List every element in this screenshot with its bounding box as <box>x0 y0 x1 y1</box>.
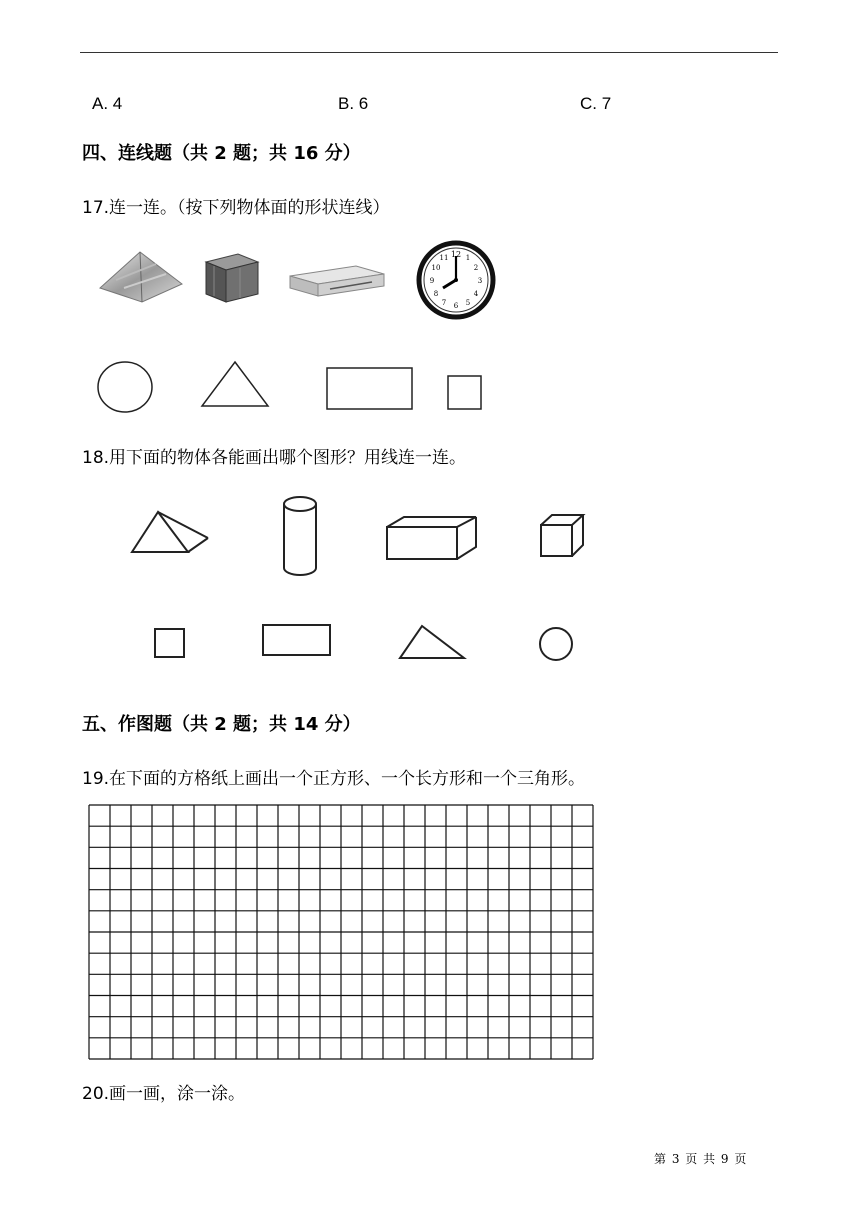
clock-number-3: 3 <box>477 277 483 285</box>
q18-triangle <box>396 622 468 662</box>
clock-object-image <box>416 240 496 320</box>
clock-number-8: 8 <box>433 290 439 298</box>
clock-number-10: 10 <box>431 264 441 272</box>
clock-number-6: 6 <box>453 302 459 310</box>
clock-number-7: 7 <box>441 299 447 307</box>
cube-box-object-image <box>200 248 264 306</box>
clock-number-9: 9 <box>429 277 435 285</box>
shape-rectangle <box>325 366 415 412</box>
option-a: A. 4 <box>92 94 123 113</box>
cube-drawing <box>538 512 588 560</box>
grid-paper[interactable] <box>88 804 594 1060</box>
clock-number-2: 2 <box>473 264 479 272</box>
triangular-prism-drawing <box>128 506 214 558</box>
triangular-prism-object-image <box>96 244 186 304</box>
clock-number-4: 4 <box>473 290 479 298</box>
question-17: 17.连一连。（按下列物体面的形状连线） <box>82 198 390 218</box>
clock-number-1: 1 <box>465 254 471 262</box>
question-19: 19.在下面的方格纸上画出一个正方形、一个长方形和一个三角形。 <box>82 769 586 789</box>
clock-number-5: 5 <box>465 299 471 307</box>
question-20: 20.画一画，涂一涂。 <box>82 1084 246 1104</box>
shape-square <box>446 374 484 412</box>
q18-circle <box>536 624 576 664</box>
q18-square <box>152 626 188 660</box>
q18-rectangle <box>260 622 334 658</box>
option-c: C. 7 <box>580 94 612 113</box>
header-rule <box>80 52 778 53</box>
clock-number-12: 12 <box>450 250 462 259</box>
shape-circle <box>94 360 156 416</box>
dvd-player-object-image <box>286 262 388 300</box>
page-number: 第 3 页 共 9 页 <box>654 1152 748 1166</box>
cuboid-drawing <box>384 514 484 562</box>
question-18: 18.用下面的物体各能画出哪个图形？用线连一连。 <box>82 448 467 468</box>
option-b: B. 6 <box>338 94 369 113</box>
section-5-title: 五、作图题（共 2 题；共 14 分） <box>82 714 361 735</box>
shape-triangle <box>198 358 272 410</box>
section-4-title: 四、连线题（共 2 题；共 16 分） <box>82 143 361 164</box>
cylinder-drawing <box>280 494 322 582</box>
clock-number-11: 11 <box>439 254 449 262</box>
